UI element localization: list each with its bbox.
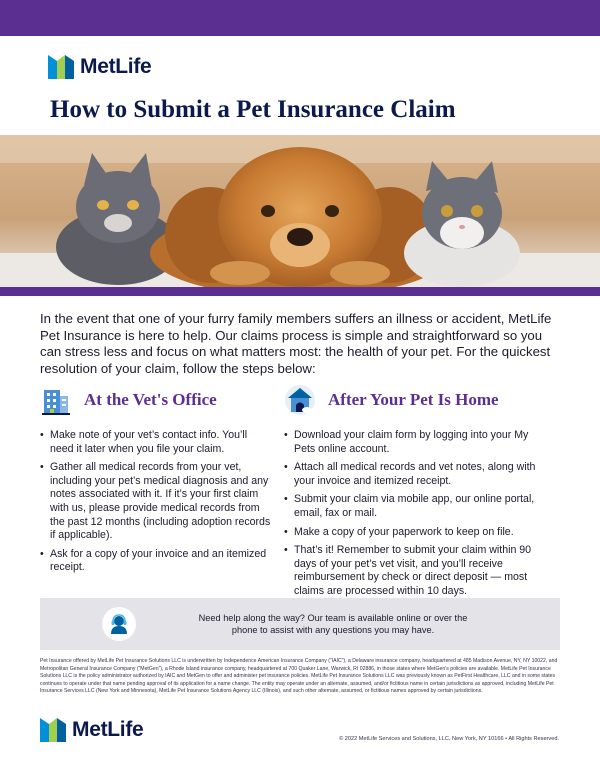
home-section-heading [284,384,499,416]
home-steps-list [284,429,552,604]
metlife-logo-icon [40,718,66,742]
home-section-title: After Your Pet Is Home [328,390,499,409]
list-item: • That’s it! Remember to submit your claim within 90 days of your pet’s vet visit, and you’ll receive reimbursement by check or direct deposit — most claims are processed within 10 days. [284,544,552,598]
help-callout [40,598,560,650]
metlife-logo-icon [48,55,74,79]
list-item: • Download your claim form by logging into your My Pets online account. [284,429,552,456]
doghouse-icon [284,384,316,416]
vet-section-heading [40,384,217,416]
list-item: • Make note of your vet’s contact info. You’ll need it later when you file your claim. [40,429,272,456]
list-item: • Submit your claim via mobile app, our online portal, email, fax or mail. [284,493,552,520]
help-icon-circle [102,607,136,641]
list-item: • Attach all medical records and vet notes, along with your invoice and itemized receipt. [284,461,552,488]
building-icon [40,384,72,416]
vet-steps-list [40,429,272,580]
metlife-logo [48,55,151,79]
top-banner [0,0,600,36]
intro-paragraph: In the event that one of your furry family members suffers an illness or accident, MetLife Pet Insurance is here to help. Our claims process is simple and straightforward so you can stress less and focus on what matters most: the health of your pet. For the quickest resolution of your claim, follow the steps below: [40,311,552,376]
vet-section-title: At the Vet's Office [84,390,217,409]
hero-divider-band [0,287,600,296]
hero-image [0,135,600,287]
page-title: How to Submit a Pet Insurance Claim [50,96,456,123]
metlife-logo-text: MetLife [72,718,144,741]
list-item: • Make a copy of your paperwork to keep on file. [284,526,552,540]
help-text: Need help along the way? Our team is available online or over the phone to assist with any questions you may have. [198,613,468,635]
list-item: • Gather all medical records from your vet, including your pet’s medical diagnosis and any notes associated with it. If it’s your first claim with us, please provide medical records from the past 12 months (including adoption records if applicable). [40,461,272,543]
list-item: • Ask for a copy of your invoice and an itemized receipt. [40,548,272,575]
metlife-logo-text: MetLife [80,55,152,78]
support-agent-icon [108,613,130,635]
metlife-footer-logo [40,718,143,742]
copyright-notice: © 2022 MetLife Services and Solutions, LLC, New York, NY 10166 • All Rights Reserved. [339,736,559,742]
legal-disclaimer: Pet Insurance offered by MetLife Pet Insurance Solutions LLC is underwritten by Independence American Insurance Company (“IAIC”), a Delaware insurance company, headquartered at 485 Madison Avenue, NY, NY 10022, and Metropolitan General Insurance Company (“MetGen”), a Rhode Island insurance company, headquartered at 700 Quaker Lane, Warwick, RI 02886, in those states where MetGen’s policies are available. MetLife Pet Insurance Solutions LLC is the policy administrator authorized by IAIC and MetGen to offer and administer pet insurance policies. MetLife Pet Insurance Solutions LLC was previously known as PetFirst Healthcare, LLC and in some states continues to operate under that name pending approval of its application for a name change. The entity may operate under an alternate, assumed, and/or fictitious name in certain jurisdictions as approved, including MetLife Pet Insurance Services LLC (New York and Minnesota), MetLife Pet Insurance Solutions Agency LLC (Illinois), and such other alternate, assumed, or fictitious names approved by certain jurisdictions. [40,658,558,695]
